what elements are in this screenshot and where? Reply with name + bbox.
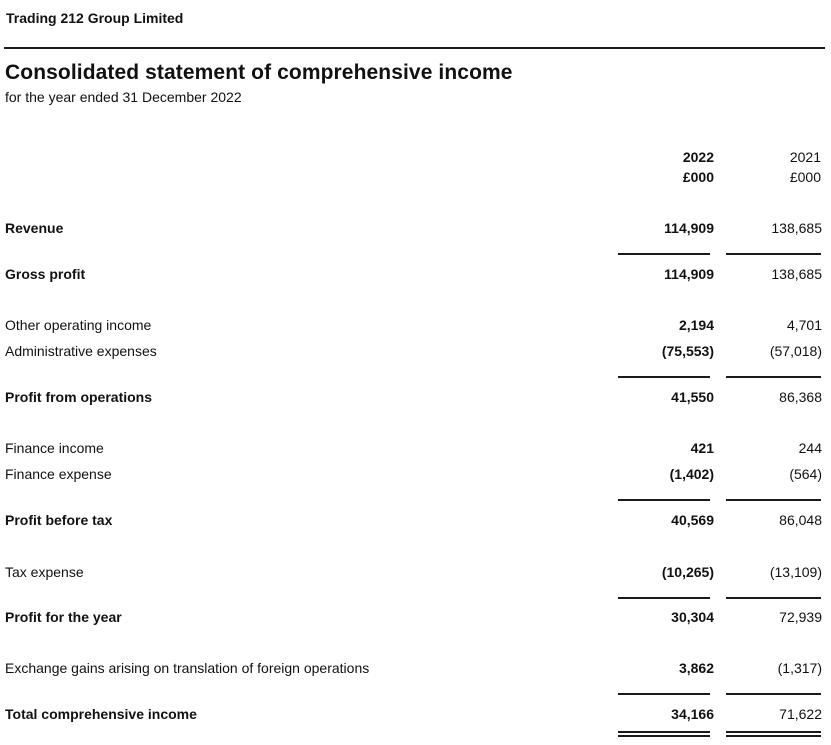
- statement-row-finance-expense: [0, 466, 831, 486]
- row-label: Profit before tax: [5, 512, 113, 528]
- statement-row-revenue: [0, 220, 831, 240]
- row-value-2021: 138,685: [771, 266, 822, 282]
- row-value-2021: (1,317): [777, 660, 822, 676]
- statement-row-total-comprehensive-income: [0, 706, 831, 726]
- row-value-2022: 3,862: [678, 660, 714, 676]
- row-value-2022: 40,569: [671, 512, 714, 528]
- statement-row-profit-before-tax: [0, 512, 831, 532]
- row-label: Administrative expenses: [5, 343, 157, 359]
- row-value-2021: (564): [789, 466, 822, 482]
- row-label: Other operating income: [5, 317, 152, 333]
- row-value-2022: 2,194: [678, 317, 714, 333]
- row-value-2021: (13,109): [769, 564, 822, 580]
- statement-title: Consolidated statement of comprehensive income: [5, 61, 513, 84]
- row-value-2021: 86,048: [779, 512, 822, 528]
- row-value-2022: 114,909: [664, 266, 714, 282]
- column-unit-2021: £000: [789, 169, 821, 185]
- column-year-2021: 2021: [789, 149, 821, 165]
- row-value-2021: (57,018): [769, 343, 822, 359]
- statement-row-tax-expense: [0, 564, 831, 584]
- subtotal-rule: [726, 597, 821, 599]
- row-value-2021: 138,685: [771, 220, 822, 236]
- statement-row-administrative-expenses: [0, 343, 831, 363]
- total-double-rule-upper: [618, 731, 710, 733]
- column-year-2022: 2022: [682, 149, 714, 165]
- row-value-2022: 34,166: [671, 706, 714, 722]
- row-label: Profit for the year: [5, 609, 122, 625]
- subtotal-rule: [618, 253, 710, 255]
- subtotal-rule: [618, 499, 710, 501]
- statement-period: for the year ended 31 December 2022: [5, 89, 242, 105]
- row-label: Finance expense: [5, 466, 112, 482]
- row-value-2022: (75,553): [661, 343, 714, 359]
- row-label: Finance income: [5, 440, 104, 456]
- row-label: Total comprehensive income: [5, 706, 197, 722]
- statement-row-gross-profit: [0, 266, 831, 286]
- row-label: Gross profit: [5, 266, 86, 282]
- column-unit-2022: £000: [682, 169, 714, 185]
- row-value-2022: 30,304: [671, 609, 714, 625]
- statement-row-finance-income: [0, 440, 831, 460]
- subtotal-rule: [618, 597, 710, 599]
- row-value-2021: 72,939: [779, 609, 822, 625]
- row-label: Tax expense: [5, 564, 84, 580]
- header-rule: [4, 47, 825, 49]
- statement-row-profit-for-the-year: [0, 609, 831, 629]
- subtotal-rule: [726, 693, 821, 695]
- subtotal-rule: [618, 693, 710, 695]
- row-value-2022: 41,550: [671, 389, 714, 405]
- row-value-2022: 421: [690, 440, 714, 456]
- subtotal-rule: [726, 499, 821, 501]
- row-value-2021: 4,701: [786, 317, 822, 333]
- subtotal-rule: [618, 376, 710, 378]
- row-value-2022: (10,265): [661, 564, 714, 580]
- row-label: Revenue: [5, 220, 64, 236]
- row-label: Profit from operations: [5, 389, 153, 405]
- row-value-2021: 244: [798, 440, 822, 456]
- row-value-2022: (1,402): [669, 466, 714, 482]
- subtotal-rule: [726, 376, 821, 378]
- row-label: Exchange gains arising on translation of foreign operations: [5, 660, 370, 676]
- row-value-2021: 71,622: [779, 706, 822, 722]
- total-double-rule-lower: [726, 735, 821, 737]
- row-value-2022: 114,909: [664, 220, 714, 236]
- company-name: Trading 212 Group Limited: [6, 10, 184, 26]
- total-double-rule-lower: [618, 735, 710, 737]
- row-value-2021: 86,368: [779, 389, 822, 405]
- statement-row-other-operating-income: [0, 317, 831, 337]
- subtotal-rule: [726, 253, 821, 255]
- total-double-rule-upper: [726, 731, 821, 733]
- statement-row-exchange-gains: [0, 660, 831, 680]
- statement-row-profit-from-operations: [0, 389, 831, 409]
